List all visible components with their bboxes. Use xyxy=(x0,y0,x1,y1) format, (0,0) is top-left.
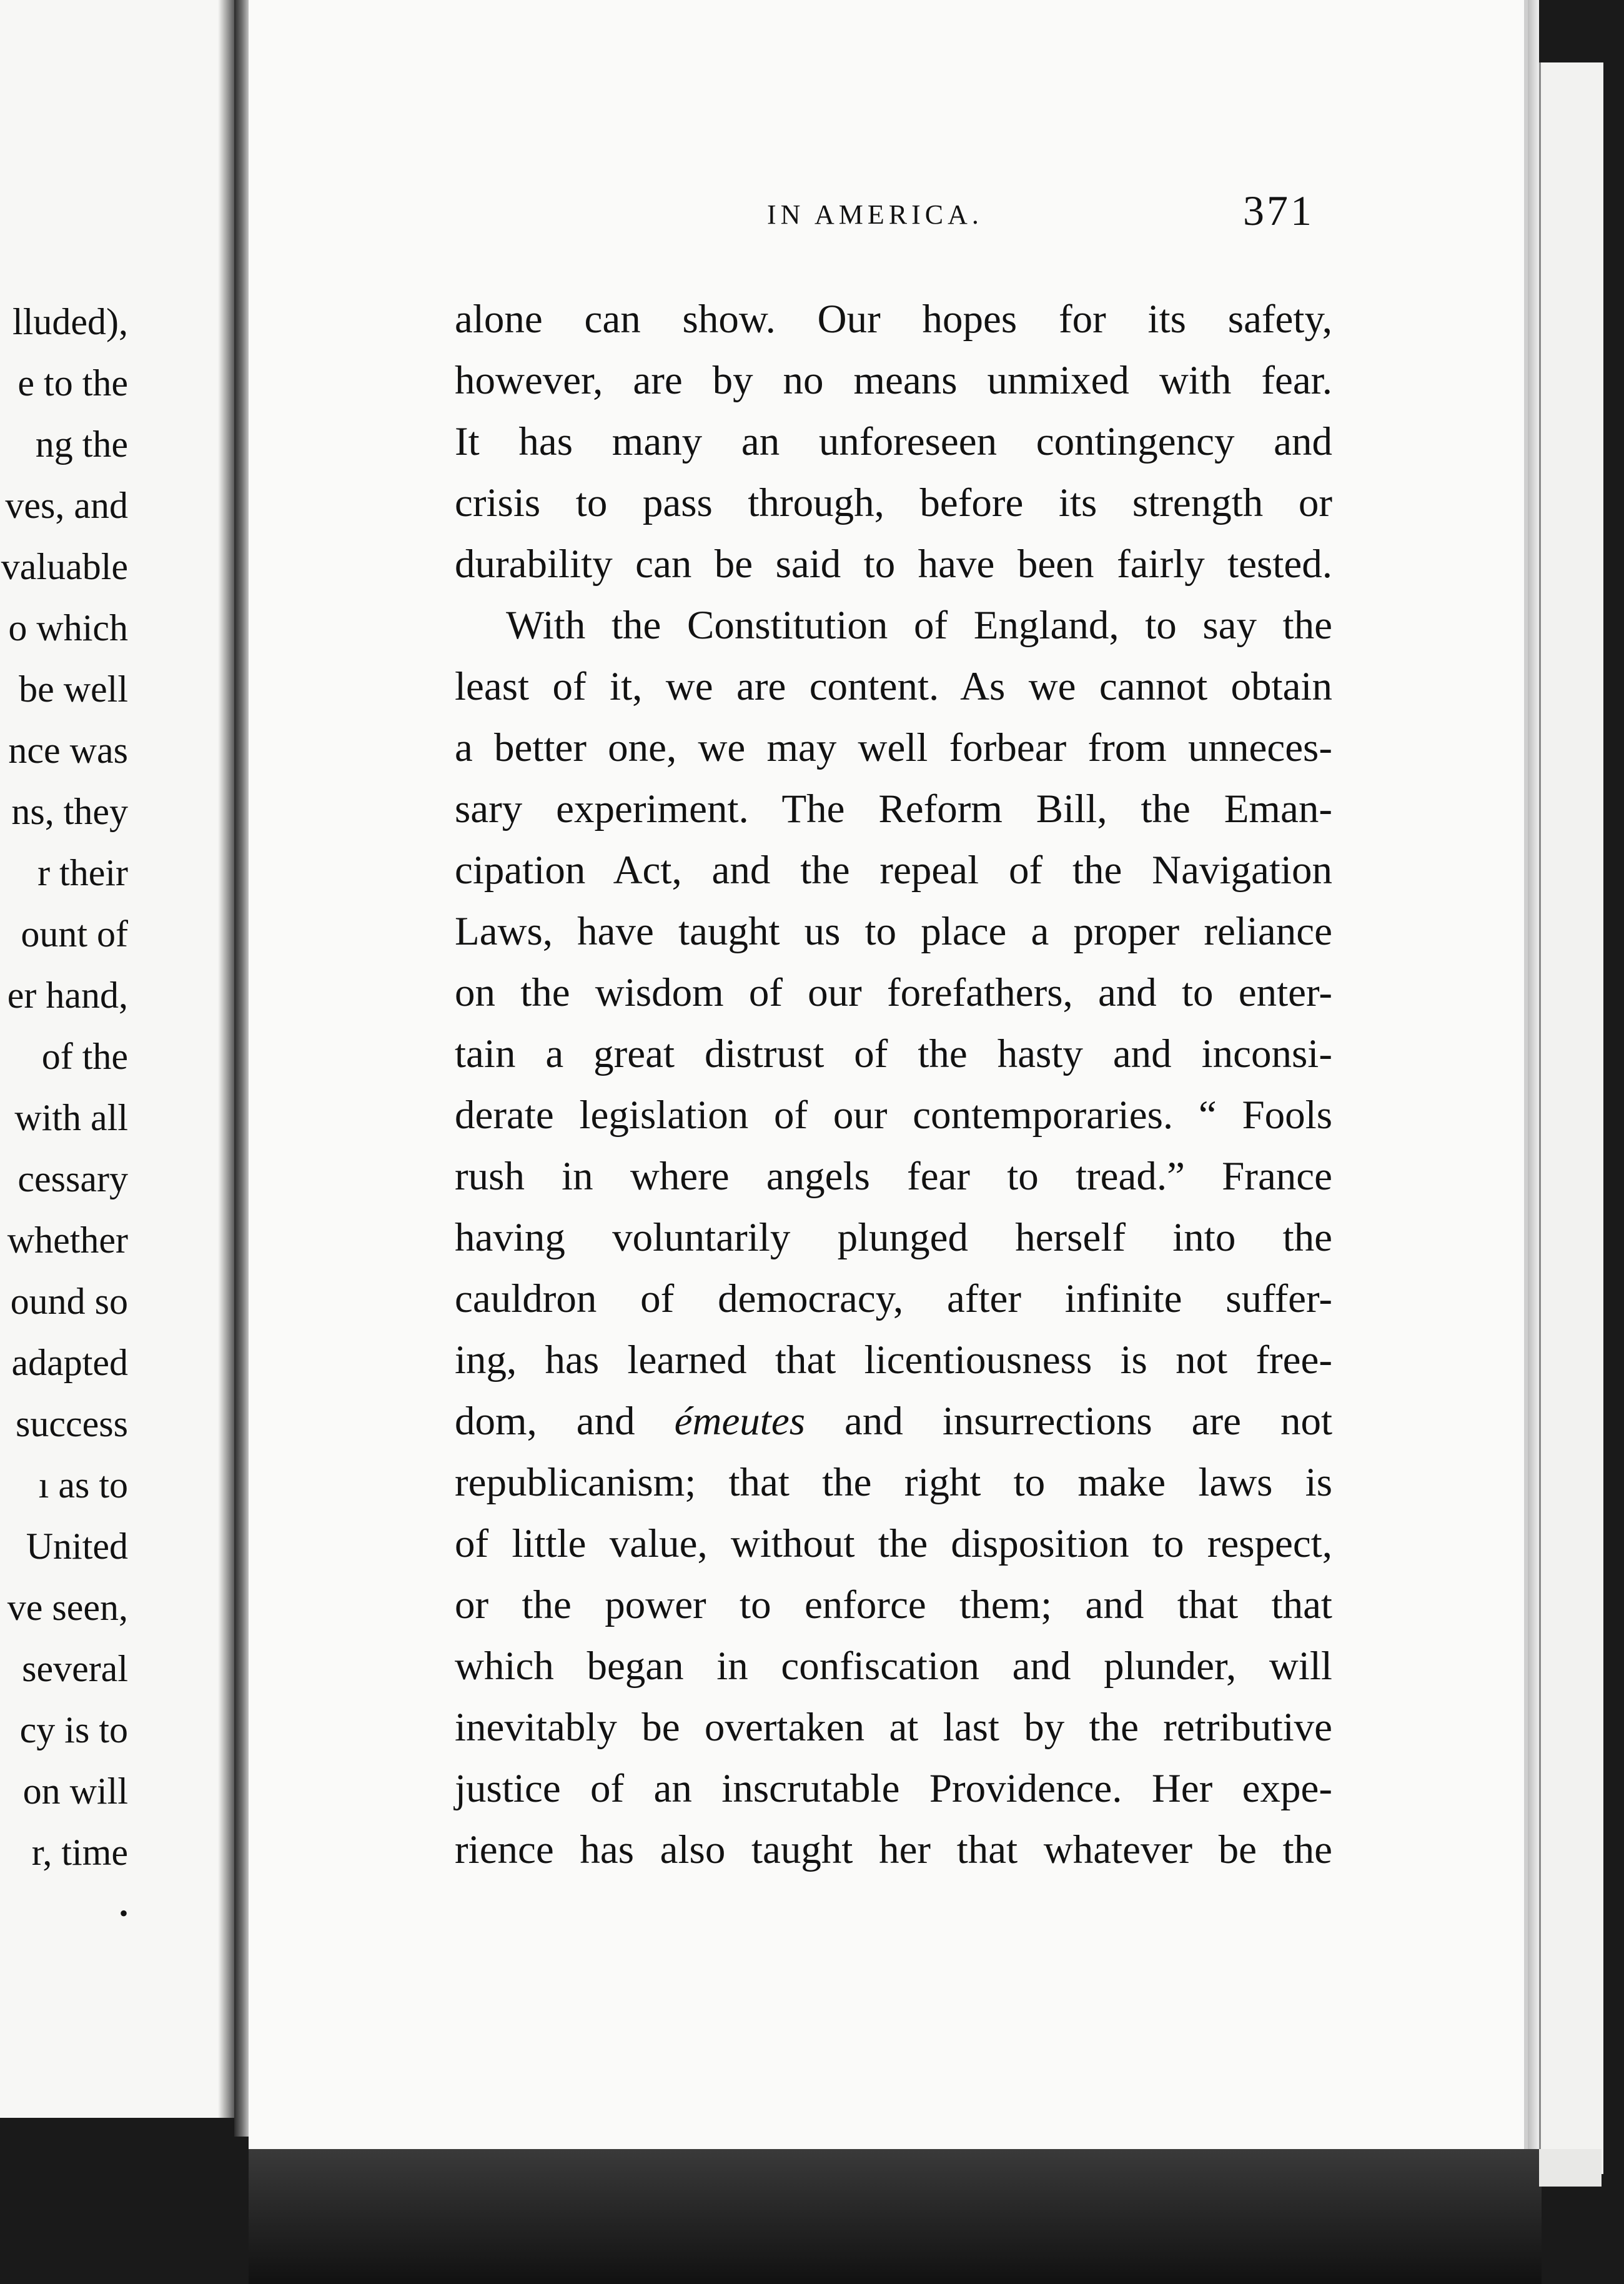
text-segment: republicanism; that the right to make laws is xyxy=(455,1460,1332,1505)
text-line xyxy=(455,1329,1332,1391)
text-segment: rush in where angels fear to tread.” France xyxy=(455,1154,1332,1199)
text-line xyxy=(455,1207,1332,1268)
previous-page-line: ns, they xyxy=(11,791,128,832)
text-line xyxy=(455,534,1332,595)
text-segment: durability can be said to have been fairly tested. xyxy=(455,542,1332,587)
previous-page-line: with all xyxy=(14,1097,128,1138)
previous-page-line: r, time xyxy=(31,1832,128,1873)
page-stack-bottom xyxy=(1539,2149,1602,2187)
text-line xyxy=(455,840,1332,901)
previous-page-line: of the xyxy=(41,1036,128,1077)
text-segment: justice of an inscrutable Providence. Her expe- xyxy=(455,1766,1332,1811)
previous-page-line: r their xyxy=(37,852,128,893)
text-segment: cauldron of democracy, after infinite suffer- xyxy=(455,1276,1332,1321)
previous-page-line: be well xyxy=(19,668,128,710)
text-line xyxy=(455,472,1332,534)
previous-page-line: whether xyxy=(7,1219,128,1261)
previous-page-line: ve seen, xyxy=(7,1587,128,1628)
text-line xyxy=(455,1758,1332,1819)
previous-page-line: er hand, xyxy=(7,975,128,1016)
text-segment: It has many an unforeseen contingency and xyxy=(455,419,1332,464)
text-segment: crisis to pass through, before its strength or xyxy=(455,480,1332,525)
text-line xyxy=(455,1574,1332,1636)
text-segment: Laws, have taught us to place a proper reliance xyxy=(455,909,1332,954)
text-line xyxy=(455,1023,1332,1085)
previous-page-line: ng the xyxy=(35,424,128,465)
previous-page-line: cy is to xyxy=(19,1709,128,1750)
text-line xyxy=(455,1697,1332,1758)
text-segment: which began in confiscation and plunder, will xyxy=(455,1644,1332,1689)
previous-page-line: ı as to xyxy=(38,1464,128,1506)
text-line xyxy=(455,656,1332,717)
previous-page-line: • xyxy=(119,1899,128,1927)
scan-bottom-border xyxy=(249,2149,1542,2284)
text-segment: of little value, without the disposition to respect, xyxy=(455,1521,1332,1566)
body-text xyxy=(455,289,1332,1880)
previous-page-line: valuable xyxy=(1,546,128,587)
text-segment: on the wisdom of our forefathers, and to enter- xyxy=(455,970,1332,1015)
previous-page-line: e to the xyxy=(17,362,128,404)
text-line xyxy=(455,1268,1332,1329)
text-line xyxy=(455,1636,1332,1697)
running-head: IN AMERICA. xyxy=(767,199,983,230)
previous-page-line: ves, and xyxy=(5,485,128,526)
text-line xyxy=(455,1513,1332,1574)
text-segment: having voluntarily plunged herself into the xyxy=(455,1215,1332,1260)
book-gutter xyxy=(234,0,250,2137)
text-line xyxy=(455,1819,1332,1880)
text-segment: ing, has learned that licentiousness is not free- xyxy=(455,1338,1332,1383)
text-line xyxy=(455,1085,1332,1146)
previous-page-edge xyxy=(0,0,234,2118)
text-segment: alone can show. Our hopes for its safety, xyxy=(455,297,1332,342)
italic-text: émeutes xyxy=(674,1399,806,1444)
previous-page-line: on will xyxy=(22,1770,128,1812)
text-line xyxy=(455,1452,1332,1513)
page-stack-edge xyxy=(1539,62,1603,2174)
previous-page-line: United xyxy=(26,1526,128,1567)
text-segment: sary experiment. The Reform Bill, the Eman- xyxy=(455,787,1332,832)
text-segment: least of it, we are content. As we cannot obtain xyxy=(455,664,1332,709)
page-gutter-shadow xyxy=(218,0,234,2118)
text-line xyxy=(455,717,1332,778)
text-line xyxy=(455,1391,1332,1452)
previous-page-line: cessary xyxy=(17,1158,128,1199)
text-segment: however, are by no means unmixed with fear. xyxy=(455,358,1332,403)
text-segment: cipation Act, and the repeal of the Navigation xyxy=(455,848,1332,893)
text-segment: With the Constitution of England, to say the xyxy=(506,603,1332,648)
text-line xyxy=(455,411,1332,472)
text-line xyxy=(455,1146,1332,1207)
previous-page-line: several xyxy=(22,1648,128,1689)
previous-page-line: success xyxy=(16,1403,128,1444)
text-line xyxy=(455,350,1332,411)
text-segment: or the power to enforce them; and that that xyxy=(455,1582,1332,1627)
previous-page-line: ound so xyxy=(10,1281,128,1322)
previous-page-line: nce was xyxy=(8,730,128,771)
previous-page-line: adapted xyxy=(11,1342,128,1383)
page-right-edge xyxy=(1528,0,1539,2149)
previous-page-line: lluded), xyxy=(12,301,128,342)
previous-page-line: ount of xyxy=(21,913,128,955)
text-segment: a better one, we may well forbear from unneces- xyxy=(455,725,1332,770)
text-segment: and insurrections are not xyxy=(805,1399,1332,1444)
text-line xyxy=(455,962,1332,1023)
text-segment: rience has also taught her that whatever be the xyxy=(455,1827,1332,1872)
text-line xyxy=(455,595,1332,656)
text-segment: tain a great distrust of the hasty and inconsi- xyxy=(455,1031,1332,1076)
text-segment: dom, and xyxy=(455,1399,675,1444)
text-segment: inevitably be overtaken at last by the retributive xyxy=(455,1705,1332,1750)
text-line xyxy=(455,901,1332,962)
text-line xyxy=(455,289,1332,350)
previous-page-line: o which xyxy=(8,607,128,648)
text-line xyxy=(455,778,1332,840)
page-number: 371 xyxy=(1243,187,1314,234)
text-segment: derate legislation of our contemporaries. “ Fools xyxy=(455,1093,1332,1138)
